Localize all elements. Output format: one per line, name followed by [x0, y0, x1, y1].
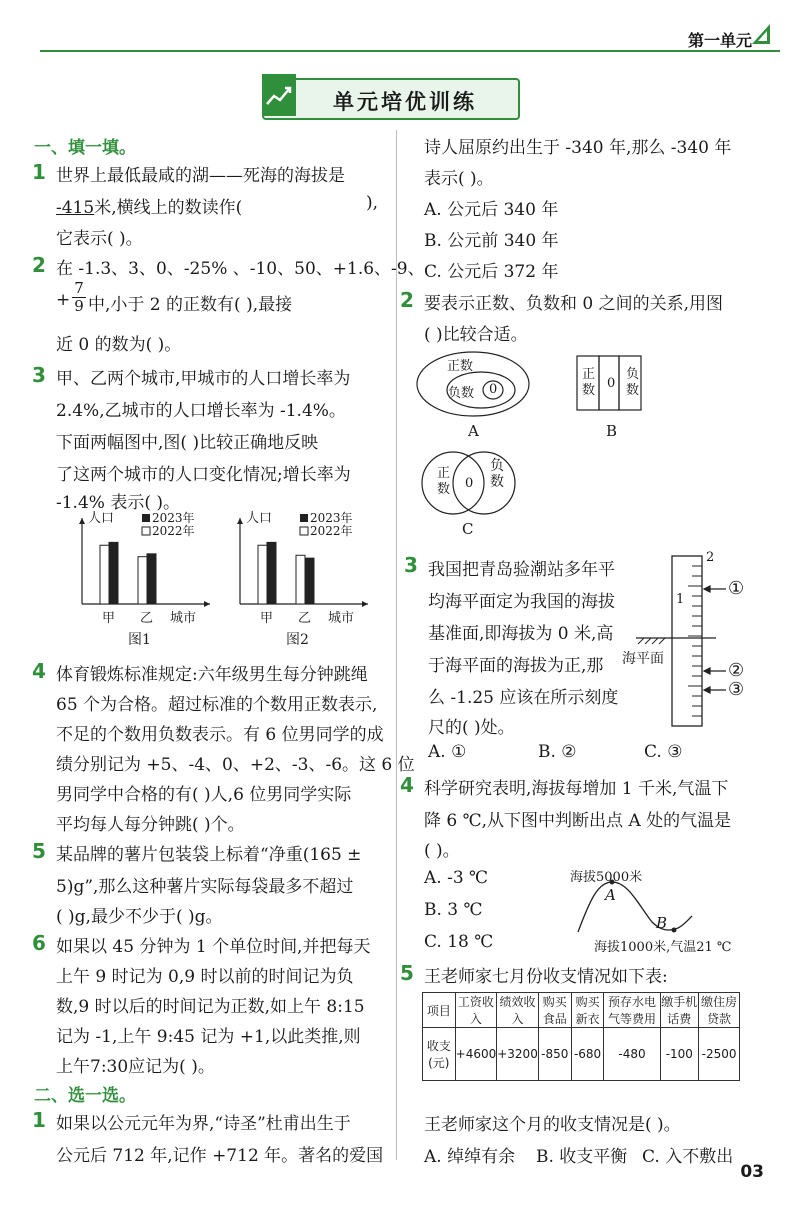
bar-2022-1	[296, 555, 305, 604]
x-axis-arrow	[204, 601, 210, 607]
figure-a-label: A	[468, 422, 479, 440]
chart-caption: 图1	[128, 632, 151, 648]
category-label-1: 乙	[140, 611, 154, 626]
c2-line1: 要表示正数、负数和 0 之间的关系,用图	[424, 294, 724, 314]
table-header-item: 项目	[423, 993, 456, 1028]
page-number: 03	[740, 1162, 764, 1182]
section-choice: 二、选一选。	[34, 1086, 136, 1106]
q5-line3: ( )g,最少不少于( )g。	[56, 907, 223, 927]
table-cell-utilities: -480	[604, 1028, 660, 1081]
c1-line4: 表示( )。	[424, 169, 494, 189]
q2-fraction-denominator: 9	[74, 297, 84, 315]
ruler-top-label: 2	[706, 550, 715, 565]
q2-fraction-numerator: 7	[72, 280, 86, 298]
c1-line2: 公元后 712 年,记作 +712 年。著名的爱国	[56, 1146, 384, 1166]
legend-label-2023: 2023年	[310, 511, 353, 525]
c4-line1: 科学研究表明,海拔每增加 1 千米,气温下	[424, 779, 729, 799]
x-axis-label: 城市	[170, 611, 197, 626]
q6-line3: 数,9 时以后的时间记为正数,如上午 8:15	[56, 997, 365, 1017]
c4-option-c: C. 18 ℃	[424, 932, 494, 952]
point-b-label: B	[656, 914, 668, 932]
c3-line1: 我国把青岛验潮站多年平	[428, 560, 615, 580]
q1-line2: 米,横线上的数读作(	[94, 198, 243, 218]
figure-c-zero-label: 0	[465, 476, 474, 491]
y-axis-arrow	[237, 518, 243, 524]
figure-b-negative-label: 负数	[626, 367, 640, 398]
q4-line2: 65 个为合格。超过标准的个数用正数表示,	[56, 695, 378, 715]
q4-line3: 不足的个数用负数表示。有 6 位男同学的成	[56, 725, 384, 745]
table-cell-mortgage: -2500	[699, 1028, 740, 1081]
c3-option-b: B. ②	[538, 742, 577, 762]
q5-line2: 5)g”,那么这种薯片实际每袋最多不超过	[56, 877, 354, 897]
q2-line2: 中,小于 2 的正数有( ),最接	[88, 295, 293, 315]
q6-number: 6	[32, 931, 46, 955]
mountain-base-label: 海拔1000米,气温21 ℃	[594, 940, 732, 955]
c3-number: 3	[404, 553, 418, 577]
figure-a-zero-label: 0	[489, 382, 498, 397]
q4-line1: 体育锻炼标准规定:六年级男生每分钟跳绳	[56, 665, 368, 685]
table-header-food: 购买食品	[538, 993, 571, 1028]
q2-line2-prefix: +	[56, 290, 71, 310]
table-row-label: 收支(元)	[423, 1028, 456, 1081]
c3-line5: 么 -1.25 应该在所示刻度	[428, 688, 619, 708]
table-header-clothes: 购买新衣	[571, 993, 604, 1028]
figure-b-zero-label: 0	[607, 376, 616, 391]
page-title: 单元培优训练	[333, 90, 477, 114]
q2-line1: 在 -1.3、3、0、-25% 、-10、50、+1.6、-9、	[56, 259, 425, 279]
q1-line1: 世界上最低最咸的湖——死海的海拔是	[56, 166, 345, 186]
c5-number: 5	[400, 961, 414, 985]
c3-line2: 均海平面定为我国的海拔	[428, 592, 615, 612]
table-cell-food: -850	[538, 1028, 571, 1081]
figure-c-negative-label: 负数	[490, 458, 504, 490]
c1-option-b: B. 公元前 340 年	[424, 231, 559, 251]
population-chart-1	[70, 508, 220, 650]
c5-line2: 王老师家这个月的收支情况是( )。	[424, 1115, 681, 1135]
legend-label-2023: 2023年	[152, 511, 195, 525]
q6-line2: 上午 9 时记为 0,9 时以前的时间记为负	[56, 967, 354, 987]
trend-arrow-icon	[262, 74, 296, 116]
table-cell-salary: +4600	[455, 1028, 497, 1081]
c3-line4: 于海平面的海拔为正,那	[428, 656, 604, 676]
income-expense-table	[422, 992, 740, 1081]
x-axis-label: 城市	[328, 611, 355, 626]
q3-line5: -1.4% 表示( )。	[56, 493, 181, 513]
chart-caption: 图2	[286, 632, 309, 648]
c4-option-a: A. -3 ℃	[424, 868, 489, 888]
population-chart-2	[228, 508, 378, 650]
table-cell-bonus: +3200	[497, 1028, 539, 1081]
q3-number: 3	[32, 363, 46, 387]
point-a-label: A	[605, 886, 616, 904]
figure-a-nested-sets	[415, 348, 535, 418]
figure-c-label: C	[462, 520, 474, 538]
ruler-mark-2: ②	[728, 660, 745, 681]
y-axis-arrow	[79, 518, 85, 524]
c4-number: 4	[400, 773, 414, 797]
q1-number: 1	[32, 160, 46, 184]
bar-2023-1	[147, 554, 156, 604]
table-cell-phone: -100	[660, 1028, 699, 1081]
table-header-phone: 缴手机话费	[660, 993, 699, 1028]
bar-2022-0	[100, 545, 109, 604]
q4-line6: 平均每人每分钟跳( )个。	[56, 815, 245, 835]
q4-number: 4	[32, 659, 46, 683]
table-cell-clothes: -680	[571, 1028, 604, 1081]
q2-line3: 近 0 的数为( )。	[56, 335, 182, 355]
c1-number: 1	[32, 1108, 46, 1132]
category-label-0: 甲	[260, 611, 274, 626]
header-rule	[40, 50, 780, 52]
q6-line5: 上午7:30应记为( )。	[56, 1057, 215, 1077]
q1-line3: 它表示( )。	[56, 229, 143, 249]
ruler-one-label: 1	[676, 592, 685, 607]
figure-b-label: B	[606, 422, 618, 440]
c5-option-c: C. 入不敷出	[642, 1147, 734, 1167]
sea-level-label: 海平面	[622, 651, 664, 667]
c4-line3: ( )。	[424, 841, 460, 861]
q6-line1: 如果以 45 分钟为 1 个单位时间,并把每天	[56, 937, 371, 957]
table-header-salary: 工资收入	[455, 993, 497, 1028]
figure-b-positive-label: 正数	[582, 367, 596, 398]
bar-2023-1	[305, 558, 314, 604]
c5-option-b: B. 收支平衡	[536, 1147, 628, 1167]
c5-option-a: A. 绰绰有余	[424, 1147, 516, 1167]
legend-swatch-2023	[142, 514, 150, 522]
bar-2023-0	[109, 542, 118, 604]
ruler-mark-3: ③	[728, 679, 745, 700]
mountain-peak-label: 海拔5000米	[570, 870, 643, 885]
bar-2022-1	[138, 557, 147, 604]
q2-number: 2	[32, 253, 46, 277]
figure-a-positive-label: 正数	[447, 359, 474, 374]
y-axis-label: 人口	[88, 511, 115, 526]
c3-line3: 基准面,即海拔为 0 米,高	[428, 624, 614, 644]
c1-line1: 如果以公元元年为界,“诗圣”杜甫出生于	[56, 1114, 351, 1134]
category-label-0: 甲	[102, 611, 116, 626]
ruler-triangle-icon	[750, 20, 772, 46]
q1-underlined-number: -415	[56, 198, 95, 218]
c4-option-b: B. 3 ℃	[424, 900, 483, 920]
legend-swatch-2022	[142, 527, 150, 535]
figure-a-negative-label: 负数	[448, 386, 475, 401]
c1-option-c: C. 公元后 372 年	[424, 262, 559, 282]
q3-line1: 甲、乙两个城市,甲城市的人口增长率为	[56, 369, 351, 389]
figure-c-positive-label: 正数	[437, 466, 451, 497]
c4-line2: 降 6 ℃,从下图中判断出点 A 处的气温是	[424, 811, 732, 831]
tide-gauge-ruler	[636, 552, 786, 728]
c2-number: 2	[400, 288, 414, 312]
y-axis-label: 人口	[246, 511, 273, 526]
legend-label-2022: 2022年	[152, 524, 195, 538]
q1-line2-end: ),	[366, 193, 379, 213]
unit-label: 第一单元	[687, 31, 752, 50]
c5-line1: 王老师家七月份收支情况如下表:	[424, 967, 668, 987]
legend-swatch-2023	[300, 514, 308, 522]
ruler-mark-1: ①	[728, 578, 745, 599]
legend-label-2022: 2022年	[310, 524, 353, 538]
q5-line1: 某品牌的薯片包装袋上标着“净重(165 ±	[56, 845, 362, 865]
column-divider	[396, 130, 397, 1160]
c2-line2: ( )比较合适。	[424, 325, 528, 345]
q3-line2: 2.4%,乙城市的人口增长率为 -1.4%。	[56, 401, 346, 421]
table-header-bonus: 绩效收入	[497, 993, 539, 1028]
c1-option-a: A. 公元后 340 年	[424, 200, 559, 220]
c3-line6: 尺的( )处。	[428, 718, 515, 738]
table-header-utilities: 预存水电气等费用	[604, 993, 660, 1028]
c1-line3: 诗人屈原约出生于 -340 年,那么 -340 年	[424, 138, 732, 158]
q4-line4: 绩分别记为 +5、-4、0、+2、-3、-6。这 6 位	[56, 755, 415, 775]
c3-option-c: C. ③	[644, 742, 683, 762]
section-fill-in: 一、填一填。	[34, 138, 136, 158]
q3-line4: 了这两个城市的人口变化情况;增长率为	[56, 465, 351, 485]
bar-2022-0	[258, 545, 267, 604]
x-axis-arrow	[362, 601, 368, 607]
q5-number: 5	[32, 839, 46, 863]
c3-option-a: A. ①	[428, 742, 467, 762]
category-label-1: 乙	[298, 611, 312, 626]
q6-line4: 记为 -1,上午 9:45 记为 +1,以此类推,则	[56, 1027, 361, 1047]
bar-2023-0	[267, 542, 276, 604]
table-header-mortgage: 缴住房贷款	[699, 993, 740, 1028]
q4-line5: 男同学中合格的有( )人,6 位男同学实际	[56, 785, 352, 805]
legend-swatch-2022	[300, 527, 308, 535]
q3-line3: 下面两幅图中,图( )比较正确地反映	[56, 433, 319, 453]
